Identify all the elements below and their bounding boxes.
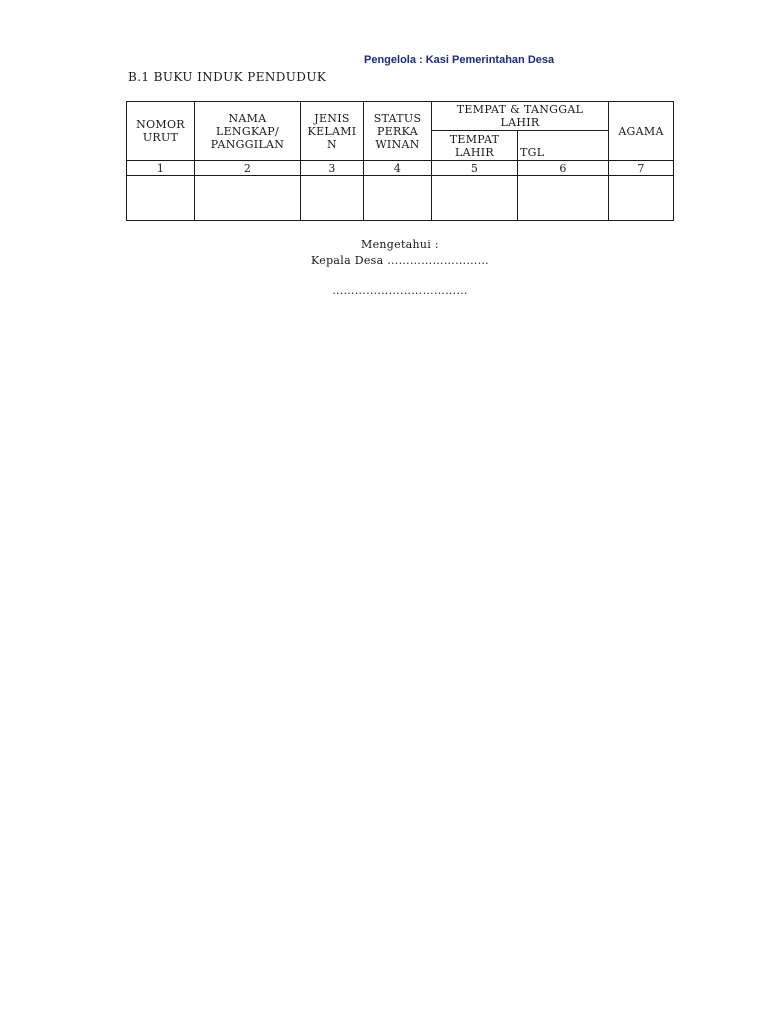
header-tempat-tanggal-lahir bbox=[432, 102, 609, 131]
header-jenis-kelamin bbox=[301, 102, 364, 161]
empty-cell bbox=[518, 176, 609, 221]
header-nama-line2: LENGKAP/ bbox=[216, 124, 279, 138]
header-nama-line1: NAMA bbox=[228, 111, 267, 125]
header-tempat-line1: TEMPAT bbox=[449, 132, 500, 146]
header-tgl: TGL bbox=[518, 131, 609, 161]
header-agama: AGAMA bbox=[609, 102, 674, 161]
header-tempat-lahir bbox=[432, 131, 518, 161]
manager-label: Pengelola : Kasi Pemerintahan Desa bbox=[364, 54, 555, 66]
signature-name-line: ……………………………… bbox=[332, 284, 468, 297]
empty-cell bbox=[364, 176, 432, 221]
header-status-line2: PERKA bbox=[377, 124, 418, 138]
empty-cell bbox=[127, 176, 195, 221]
header-nama bbox=[195, 102, 301, 161]
header-row-top bbox=[127, 102, 674, 131]
empty-data-row bbox=[127, 176, 674, 221]
header-jenis-line2: KELAMI bbox=[307, 124, 357, 138]
header-nama-line3: PANGGILAN bbox=[210, 137, 285, 151]
header-tempat-line2: LAHIR bbox=[455, 145, 494, 159]
acknowledge-label: Mengetahui : bbox=[361, 238, 439, 251]
column-number: 1 bbox=[127, 161, 195, 176]
population-register-table bbox=[126, 101, 674, 221]
header-status-perkawinan bbox=[364, 102, 432, 161]
column-number: 2 bbox=[195, 161, 301, 176]
column-number: 7 bbox=[609, 161, 674, 176]
column-number-row bbox=[127, 161, 674, 176]
header-ttl-line1: TEMPAT & TANGGAL bbox=[456, 103, 584, 116]
document-title: B.1 BUKU INDUK PENDUDUK bbox=[128, 70, 327, 84]
header-status-line1: STATUS bbox=[373, 111, 422, 125]
empty-cell bbox=[432, 176, 518, 221]
column-number: 4 bbox=[364, 161, 432, 176]
column-number: 6 bbox=[518, 161, 609, 176]
column-number: 5 bbox=[432, 161, 518, 176]
header-jenis-line1: JENIS bbox=[314, 111, 350, 125]
header-nomor-line2: URUT bbox=[142, 131, 179, 144]
empty-cell bbox=[195, 176, 301, 221]
header-ttl-line2: LAHIR bbox=[500, 116, 540, 129]
header-nomor-line1: NOMOR bbox=[136, 118, 185, 131]
village-head-label: Kepala Desa ……………………… bbox=[311, 254, 489, 267]
empty-cell bbox=[301, 176, 364, 221]
header-status-line3: WINAN bbox=[375, 137, 420, 151]
column-number: 3 bbox=[301, 161, 364, 176]
header-jenis-line3: N bbox=[327, 137, 337, 151]
header-nomor-urut bbox=[127, 102, 195, 161]
empty-cell bbox=[609, 176, 674, 221]
